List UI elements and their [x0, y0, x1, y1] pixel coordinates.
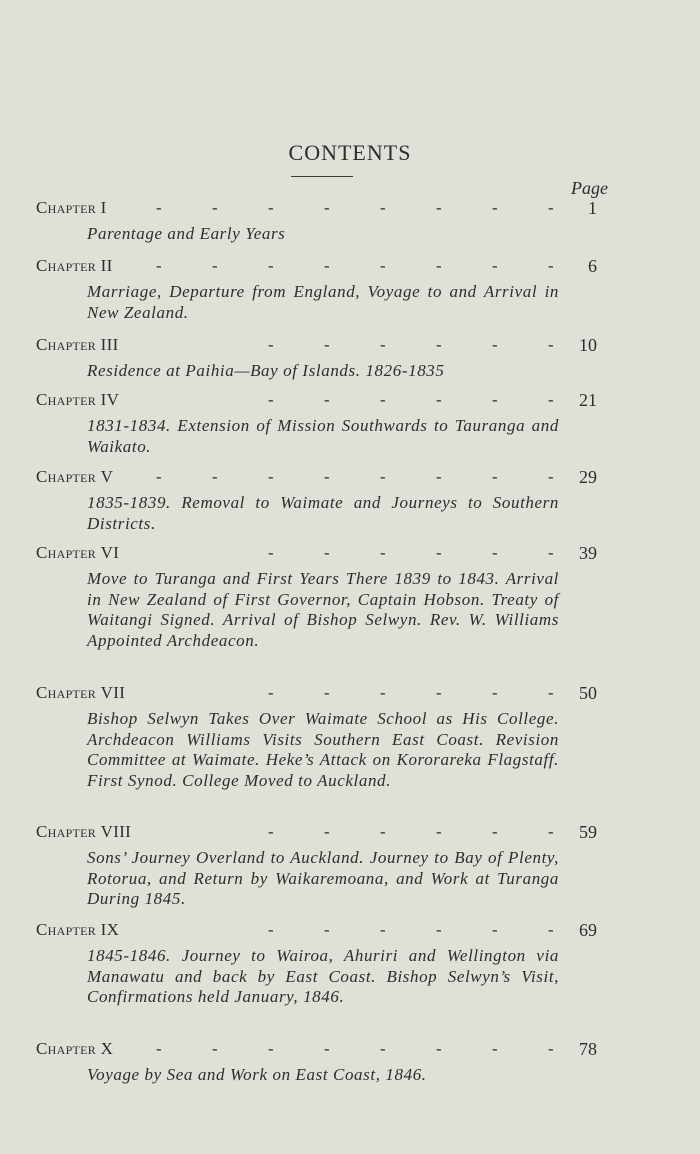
chapter-line — [0, 1039, 700, 1063]
chapter-entry — [0, 256, 700, 323]
chapter-numeral: X — [100, 1039, 114, 1058]
leader-dot: - — [268, 543, 274, 562]
chapter-word: Chapter — [36, 543, 97, 562]
chapter-line — [0, 822, 700, 846]
leader-dot: - — [156, 256, 162, 275]
chapter-entry — [0, 198, 700, 245]
leader-dot: - — [380, 683, 386, 702]
chapter-description: 1835-1839. Removal to Waimate and Journeys to Southern Districts. — [87, 493, 559, 533]
page-title: CONTENTS — [288, 140, 412, 165]
chapter-line — [0, 390, 700, 414]
leader-dot: - — [492, 256, 498, 275]
chapter-label — [36, 198, 107, 218]
leader-dot: - — [324, 543, 330, 562]
chapter-line — [0, 543, 700, 567]
chapter-word: Chapter — [36, 1039, 97, 1058]
leader-dot: - — [380, 198, 386, 217]
leader-dot: - — [324, 920, 330, 939]
chapter-description: Voyage by Sea and Work on East Coast, 1846. — [87, 1065, 427, 1084]
chapter-label — [36, 822, 131, 842]
chapter-word: Chapter — [36, 822, 97, 841]
chapter-word: Chapter — [36, 920, 97, 939]
chapter-numeral: IX — [100, 920, 120, 939]
leader-dot: - — [548, 543, 554, 562]
leader-dot: - — [548, 920, 554, 939]
leader-dot: - — [492, 1039, 498, 1058]
page-number: 29 — [579, 467, 597, 487]
leader-dot: - — [436, 198, 442, 217]
leader-dot: - — [548, 467, 554, 486]
chapter-line — [0, 256, 700, 280]
leader-dot: - — [548, 683, 554, 702]
chapter-description: Residence at Paihia—Bay of Islands. 1826-1835 — [87, 361, 445, 380]
leader-dot: - — [548, 390, 554, 409]
chapter-description: 1831-1834. Extension of Mission Southwards to Tauranga and Waikato. — [87, 416, 559, 456]
leader-dot: - — [156, 198, 162, 217]
leader-dot: - — [492, 920, 498, 939]
leader-dot: - — [380, 543, 386, 562]
leader-dot: - — [436, 256, 442, 275]
chapter-word: Chapter — [36, 335, 97, 354]
chapter-entry — [0, 920, 700, 1008]
leader-dot: - — [548, 822, 554, 841]
chapter-description: Move to Turanga and First Years There 1839 to 1843. Arrival in New Zealand of First Governor, Captain Hobson. Treaty of Waitangi Signed. Arrival of Bishop Selwyn. Rev. W. Williams Appointed Archdeacon. — [87, 569, 559, 650]
chapter-line — [0, 920, 700, 944]
leader-dot: - — [548, 198, 554, 217]
leader-dot: - — [268, 822, 274, 841]
chapter-numeral: I — [100, 198, 107, 217]
leader-dot: - — [380, 467, 386, 486]
chapter-entry — [0, 390, 700, 457]
chapter-label — [36, 256, 113, 276]
chapter-numeral: VI — [100, 543, 120, 562]
chapter-line — [0, 467, 700, 491]
leader-dot: - — [380, 822, 386, 841]
chapter-entry — [0, 1039, 700, 1086]
leader-dot: - — [548, 335, 554, 354]
leader-dot: - — [436, 683, 442, 702]
leader-dot: - — [268, 920, 274, 939]
chapter-numeral: IV — [100, 390, 120, 409]
leader-dot: - — [268, 1039, 274, 1058]
leader-dot: - — [380, 335, 386, 354]
leader-dot: - — [436, 335, 442, 354]
page-number: 21 — [579, 390, 597, 410]
leader-dot: - — [380, 1039, 386, 1058]
page-number: 59 — [579, 822, 597, 842]
page-number: 50 — [579, 683, 597, 703]
chapter-numeral: VIII — [100, 822, 132, 841]
chapter-word: Chapter — [36, 683, 97, 702]
leader-dot: - — [548, 1039, 554, 1058]
chapter-label — [36, 1039, 113, 1059]
leader-dot: - — [436, 543, 442, 562]
chapter-numeral: III — [100, 335, 119, 354]
leader-dot: - — [436, 467, 442, 486]
leader-dot: - — [268, 256, 274, 275]
leader-dot: - — [212, 467, 218, 486]
chapter-label — [36, 335, 119, 355]
leader-dot: - — [324, 683, 330, 702]
leader-dot: - — [548, 256, 554, 275]
chapter-line — [0, 198, 700, 222]
leader-dot: - — [492, 335, 498, 354]
page-number: 39 — [579, 543, 597, 563]
leader-dot: - — [268, 390, 274, 409]
leader-dot: - — [492, 198, 498, 217]
chapter-entry — [0, 543, 700, 651]
page-number: 6 — [588, 256, 597, 276]
leader-dot: - — [324, 198, 330, 217]
chapter-label — [36, 543, 119, 563]
leader-dot: - — [212, 1039, 218, 1058]
leader-dot: - — [492, 390, 498, 409]
chapter-label — [36, 390, 119, 410]
chapter-word: Chapter — [36, 198, 97, 217]
leader-dot: - — [324, 256, 330, 275]
chapter-entry — [0, 467, 700, 534]
chapter-word: Chapter — [36, 256, 97, 275]
leader-dot: - — [380, 390, 386, 409]
leader-dot: - — [324, 1039, 330, 1058]
leader-dot: - — [492, 822, 498, 841]
chapter-numeral: II — [100, 256, 113, 275]
leader-dot: - — [380, 256, 386, 275]
page-number: 10 — [579, 335, 597, 355]
leader-dot: - — [212, 198, 218, 217]
leader-dot: - — [268, 467, 274, 486]
chapter-entry — [0, 822, 700, 910]
leader-dot: - — [492, 543, 498, 562]
chapter-description: Sons’ Journey Overland to Auckland. Journey to Bay of Plenty, Rotorua, and Return by Waikaremoana, and Work at Turanga During 1845. — [87, 848, 559, 908]
chapter-word: Chapter — [36, 467, 97, 486]
chapter-line — [0, 683, 700, 707]
chapter-word: Chapter — [36, 390, 97, 409]
chapter-label — [36, 467, 113, 487]
leader-dot: - — [492, 683, 498, 702]
leader-dot: - — [436, 390, 442, 409]
leader-dot: - — [156, 467, 162, 486]
leader-dot: - — [268, 335, 274, 354]
chapter-line — [0, 335, 700, 359]
page-number: 78 — [579, 1039, 597, 1059]
chapter-entry — [0, 335, 700, 382]
chapter-label — [36, 920, 119, 940]
chapter-entry — [0, 683, 700, 791]
leader-dot: - — [212, 256, 218, 275]
leader-dot: - — [268, 683, 274, 702]
leader-dot: - — [492, 467, 498, 486]
leader-dot: - — [268, 198, 274, 217]
leader-dot: - — [156, 1039, 162, 1058]
chapter-label — [36, 683, 125, 703]
leader-dot: - — [324, 390, 330, 409]
title-underline — [291, 176, 353, 177]
leader-dot: - — [436, 1039, 442, 1058]
page-number: 1 — [588, 198, 597, 218]
leader-dot: - — [436, 822, 442, 841]
chapter-description: 1845-1846. Journey to Wairoa, Ahuriri and Wellington via Manawatu and back by East Coast. Bishop Selwyn’s Visit, Confirmations held January, 1846. — [87, 946, 559, 1006]
page-column-heading: Page — [571, 178, 608, 198]
leader-dot: - — [324, 822, 330, 841]
leader-dot: - — [324, 335, 330, 354]
leader-dot: - — [436, 920, 442, 939]
chapter-numeral: VII — [100, 683, 126, 702]
chapter-numeral: V — [100, 467, 114, 486]
chapter-description: Marriage, Departure from England, Voyage to and Arrival in New Zealand. — [87, 282, 559, 322]
leader-dot: - — [380, 920, 386, 939]
page-number: 69 — [579, 920, 597, 940]
chapter-description: Bishop Selwyn Takes Over Waimate School as His College. Archdeacon Williams Visits Southern East Coast. Revision Committee at Waimate. Heke’s Attack on Kororareka Flagstaff. First Synod. College Moved to Auckland. — [87, 709, 559, 790]
leader-dot: - — [324, 467, 330, 486]
chapter-description: Parentage and Early Years — [87, 224, 286, 243]
